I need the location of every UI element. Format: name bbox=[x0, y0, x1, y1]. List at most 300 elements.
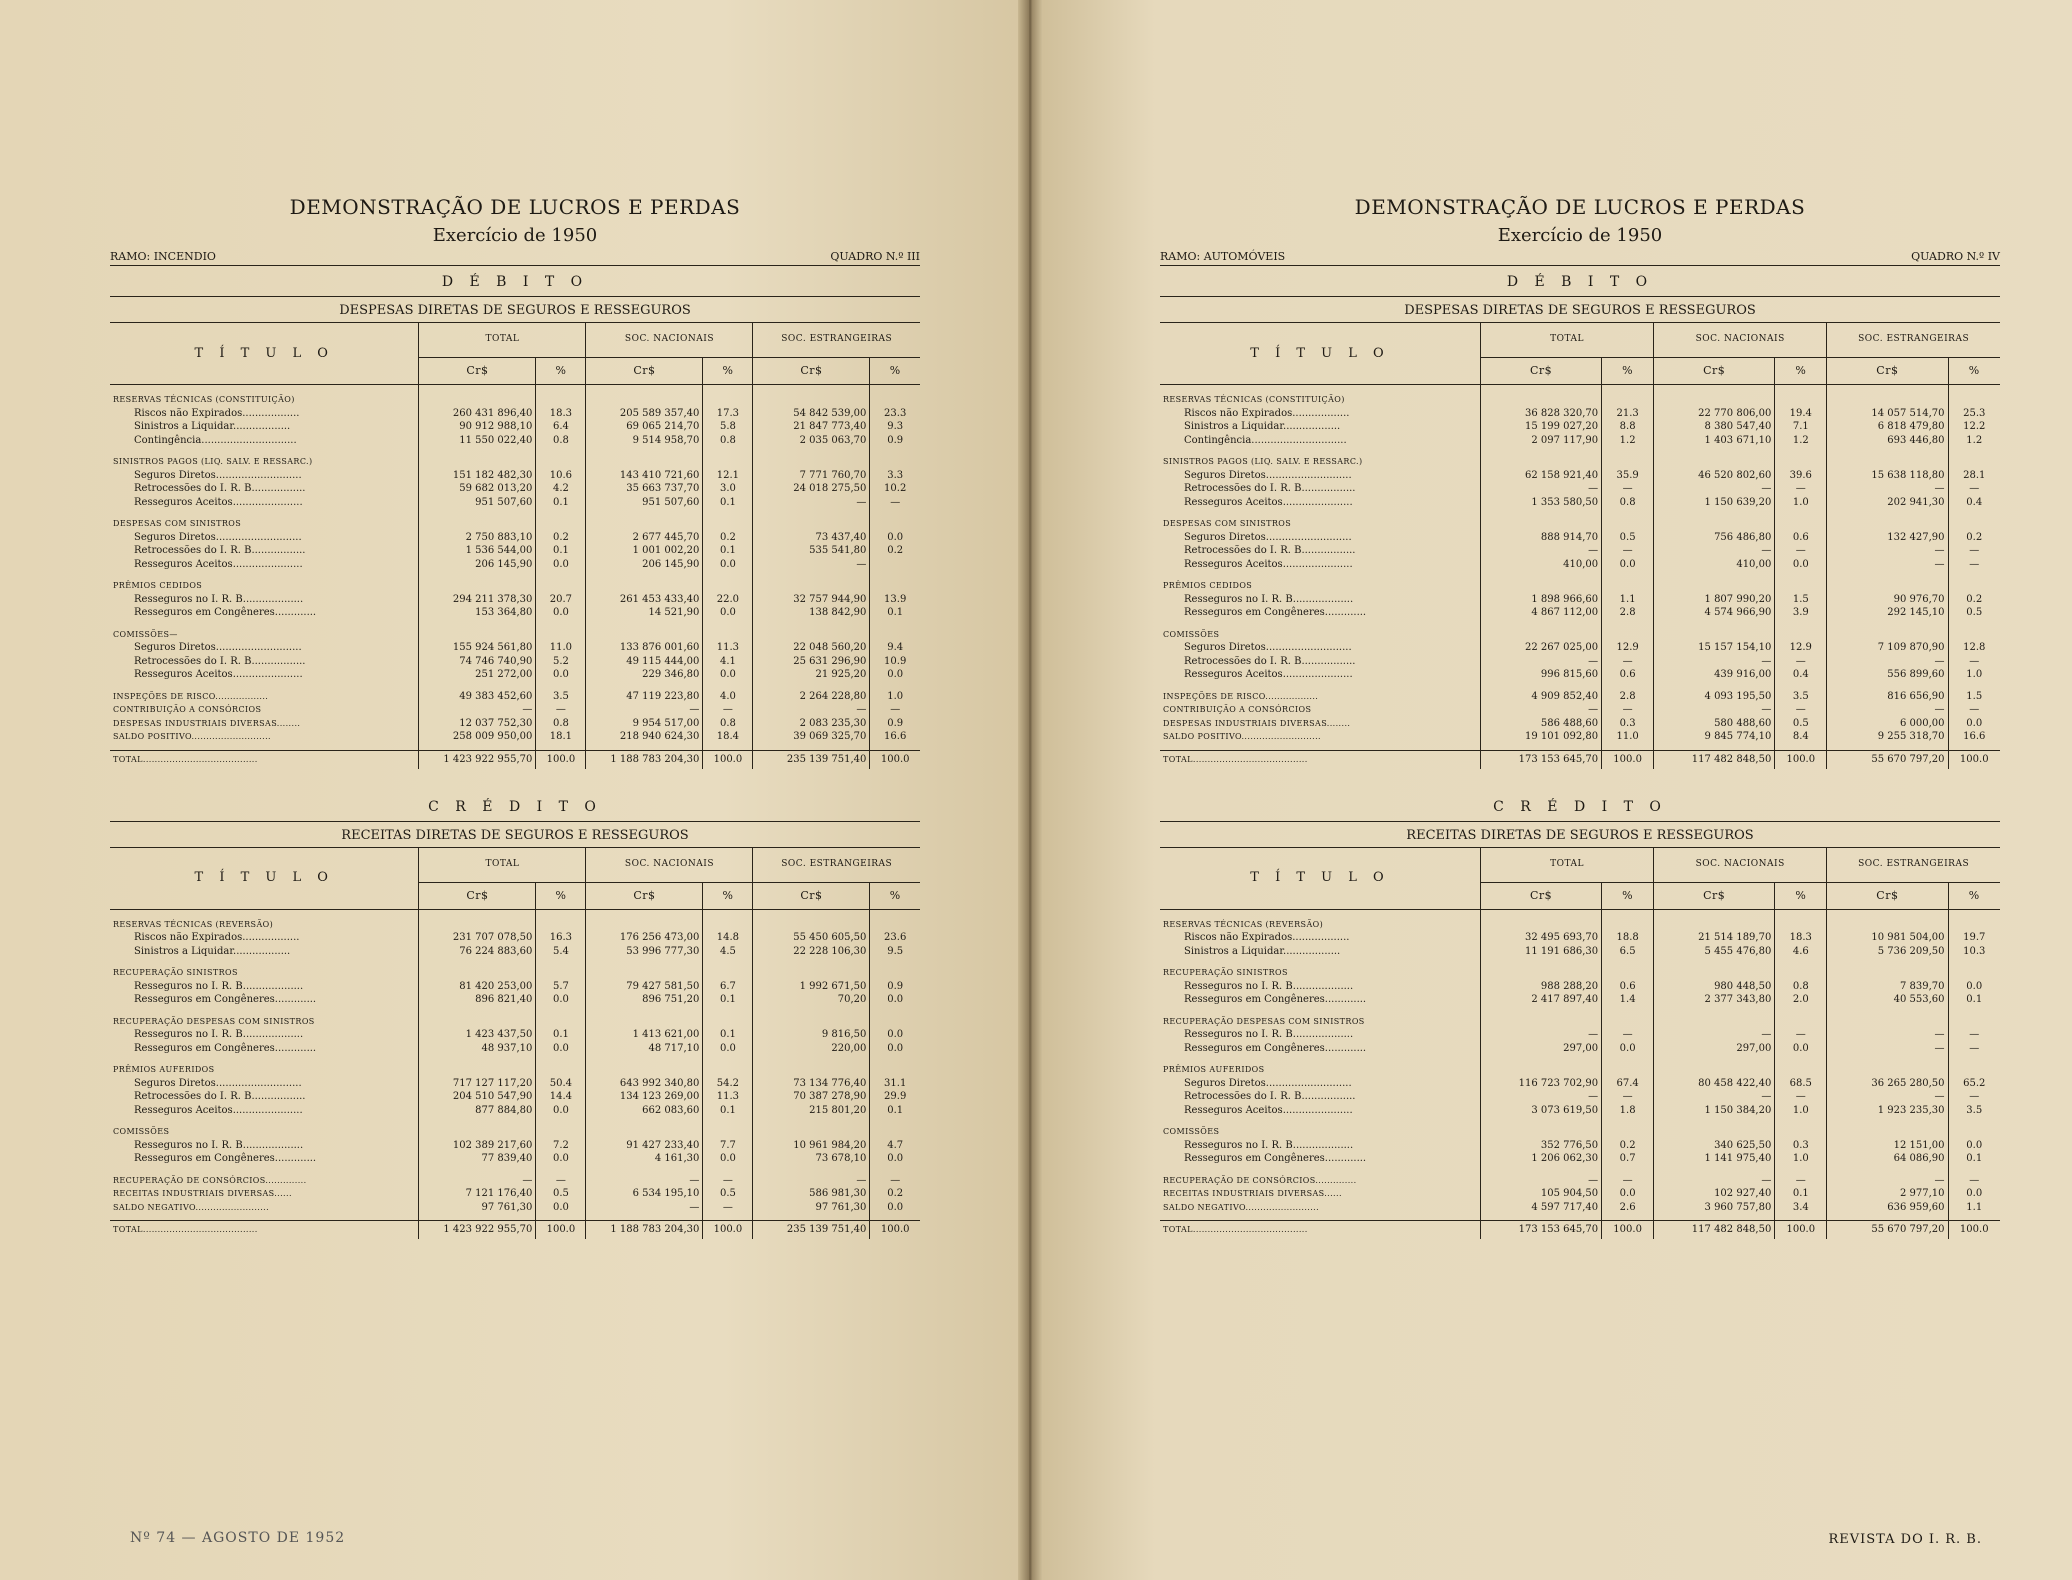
spacer-cell bbox=[753, 682, 870, 690]
percent-cell: 0.3 bbox=[1602, 717, 1654, 731]
percent-cell: — bbox=[536, 703, 586, 717]
spacer-cell bbox=[536, 682, 586, 690]
amount-cell bbox=[1654, 455, 1775, 469]
amount-cell: 4 867 112,00 bbox=[1480, 606, 1601, 620]
line-item-row bbox=[1160, 482, 2000, 496]
percent-cell: 0.1 bbox=[1948, 1152, 2000, 1166]
spacer-cell bbox=[1654, 447, 1775, 455]
percent-cell: 9.4 bbox=[870, 641, 920, 655]
spacer-cell bbox=[1160, 1166, 1480, 1174]
amount-cell: 229 346,80 bbox=[586, 668, 703, 682]
spacer-cell bbox=[1827, 620, 1948, 628]
percent-cell bbox=[703, 628, 753, 642]
percent-cell: 8.8 bbox=[1602, 420, 1654, 434]
spacer-cell bbox=[1827, 1166, 1948, 1174]
amount-cell: 7 109 870,90 bbox=[1827, 641, 1948, 655]
category-label: RECUPERAÇÃO DESPESAS COM SINISTROS bbox=[113, 1016, 315, 1026]
amount-cell: 352 776,50 bbox=[1480, 1139, 1601, 1153]
titulo-header: T Í T U L O bbox=[1160, 848, 1480, 910]
amount-cell bbox=[419, 1125, 536, 1139]
amount-cell bbox=[419, 1015, 536, 1029]
amount-cell: 69 065 214,70 bbox=[586, 420, 703, 434]
item-label: Contingência.............................. bbox=[134, 434, 297, 446]
percent-cell bbox=[1775, 385, 1827, 407]
percent-cell bbox=[1602, 1125, 1654, 1139]
percent-cell bbox=[1602, 385, 1654, 407]
item-label: Sinistros a Liquidar.................. bbox=[1184, 945, 1341, 957]
currency-unit-header: Cr$ bbox=[586, 882, 703, 909]
percent-cell: 0.0 bbox=[703, 1042, 753, 1056]
line-item-row bbox=[1160, 1028, 2000, 1042]
percent-cell: 0.0 bbox=[536, 993, 586, 1007]
percent-cell bbox=[536, 966, 586, 980]
amount-cell: — bbox=[753, 558, 870, 572]
amount-cell: — bbox=[1827, 703, 1948, 717]
amount-cell: 8 380 547,40 bbox=[1654, 420, 1775, 434]
line-item-row bbox=[1160, 993, 2000, 1007]
line-item-row bbox=[110, 1028, 920, 1042]
total-percent-cell: 100.0 bbox=[703, 750, 753, 769]
item-label: Retrocessões do I. R. B................. bbox=[134, 1091, 306, 1102]
percent-cell: 0.2 bbox=[1948, 593, 2000, 607]
spacer-cell bbox=[1602, 1007, 1654, 1015]
header-row bbox=[110, 250, 920, 266]
item-label: Riscos não Expirados.................. bbox=[134, 407, 300, 419]
category-row bbox=[1160, 1015, 2000, 1029]
percent-cell: 3.5 bbox=[1948, 1104, 2000, 1118]
amount-cell bbox=[586, 628, 703, 642]
item-label: Resseguros no I. R. B................... bbox=[134, 1139, 304, 1151]
category-label: PRÊMIOS AUFERIDOS bbox=[113, 1065, 215, 1074]
amount-cell: 134 123 269,00 bbox=[586, 1090, 703, 1104]
percent-cell bbox=[870, 1015, 920, 1029]
amount-cell: 22 770 806,00 bbox=[1654, 407, 1775, 421]
percent-cell: 1.0 bbox=[1775, 1152, 1827, 1166]
line-item-row bbox=[1160, 420, 2000, 434]
percent-cell: 0.0 bbox=[1602, 1187, 1654, 1201]
percent-cell: 4.1 bbox=[703, 655, 753, 669]
amount-cell: — bbox=[1654, 544, 1775, 558]
line-item-row bbox=[110, 531, 920, 545]
spacer-row bbox=[1160, 958, 2000, 966]
spacer-cell bbox=[1827, 958, 1948, 966]
spacer-cell bbox=[536, 1007, 586, 1015]
amount-cell: 9 845 774,10 bbox=[1654, 730, 1775, 750]
line-item-row bbox=[110, 668, 920, 682]
percent-cell: 1.1 bbox=[1602, 593, 1654, 607]
amount-cell: 12 151,00 bbox=[1827, 1139, 1948, 1153]
amount-cell: 260 431 896,40 bbox=[419, 407, 536, 421]
line-item-row bbox=[110, 931, 920, 945]
amount-cell: 535 541,80 bbox=[753, 544, 870, 558]
amount-cell: 586 488,60 bbox=[1480, 717, 1601, 731]
amount-cell bbox=[753, 628, 870, 642]
nacionais-header: SOC. NACIONAIS bbox=[586, 848, 753, 883]
spacer-cell bbox=[753, 509, 870, 517]
percent-cell bbox=[536, 628, 586, 642]
spacer-cell bbox=[703, 682, 753, 690]
amount-cell: 90 976,70 bbox=[1827, 593, 1948, 607]
category-label: PRÊMIOS CEDIDOS bbox=[1163, 581, 1253, 590]
category-row bbox=[110, 455, 920, 469]
amount-cell: 4 597 717,40 bbox=[1480, 1201, 1601, 1221]
percent-cell: 0.8 bbox=[1602, 496, 1654, 510]
percent-cell: — bbox=[1602, 482, 1654, 496]
spacer-cell bbox=[1775, 958, 1827, 966]
category-row bbox=[1160, 1063, 2000, 1077]
percent-cell: 0.5 bbox=[536, 1187, 586, 1201]
percent-cell bbox=[703, 455, 753, 469]
category-label: RECEITAS INDUSTRIAIS DIVERSAS...... bbox=[1163, 1189, 1342, 1198]
credito-section bbox=[110, 791, 920, 1240]
spacer-cell bbox=[536, 1055, 586, 1063]
total-percent-cell: 100.0 bbox=[1602, 1221, 1654, 1240]
percent-cell: 0.0 bbox=[1775, 558, 1827, 572]
percent-cell: 19.4 bbox=[1775, 407, 1827, 421]
section-subheading: RECEITAS DIRETAS DE SEGUROS E RESSEGUROS bbox=[1160, 822, 2000, 848]
page-subtitle: Exercício de 1950 bbox=[432, 225, 598, 246]
item-label: Resseguros em Congêneres............. bbox=[134, 607, 317, 618]
percent-cell: — bbox=[1775, 655, 1827, 669]
category-label: PRÊMIOS AUFERIDOS bbox=[1163, 1065, 1265, 1074]
amount-cell: 896 821,40 bbox=[419, 993, 536, 1007]
category-row bbox=[110, 517, 920, 531]
percent-cell: 0.2 bbox=[1602, 1139, 1654, 1153]
spacer-cell bbox=[1775, 1055, 1827, 1063]
percent-cell: 5.7 bbox=[536, 980, 586, 994]
spacer-cell bbox=[1480, 1055, 1601, 1063]
percent-cell: 5.2 bbox=[536, 655, 586, 669]
right-sheet bbox=[1160, 195, 2000, 1239]
item-label: Seguros Diretos........................... bbox=[134, 642, 302, 653]
amount-cell: 1 536 544,00 bbox=[419, 544, 536, 558]
percent-cell: 0.8 bbox=[703, 434, 753, 448]
spacer-cell bbox=[1480, 1117, 1601, 1125]
spacer-cell bbox=[419, 1117, 536, 1125]
spacer-cell bbox=[586, 1055, 703, 1063]
amount-cell: 97 761,30 bbox=[419, 1201, 536, 1221]
spacer-cell bbox=[1775, 571, 1827, 579]
percent-cell bbox=[1775, 455, 1827, 469]
quadro-label: QUADRO N.º III bbox=[830, 250, 920, 263]
item-label: Resseguros no I. R. B................... bbox=[134, 1029, 304, 1040]
amount-cell: — bbox=[1480, 1028, 1601, 1042]
spacer-cell bbox=[1654, 1117, 1775, 1125]
percent-cell: 0.0 bbox=[703, 558, 753, 572]
amount-cell: 81 420 253,00 bbox=[419, 980, 536, 994]
spacer-cell bbox=[1654, 682, 1775, 690]
category-row bbox=[110, 628, 920, 642]
percent-cell: 0.1 bbox=[536, 496, 586, 510]
category-row bbox=[1160, 1125, 2000, 1139]
line-item-row bbox=[110, 407, 920, 421]
spacer-cell bbox=[1160, 1055, 1480, 1063]
percent-cell: — bbox=[1602, 544, 1654, 558]
percent-cell bbox=[536, 909, 586, 931]
line-item-row bbox=[110, 420, 920, 434]
category-label: SINISTROS PAGOS (LIQ. SALV. E RESSARC.) bbox=[113, 457, 313, 466]
amount-cell: 40 553,60 bbox=[1827, 993, 1948, 1007]
currency-unit-header: Cr$ bbox=[586, 358, 703, 385]
category-row bbox=[1160, 690, 2000, 704]
line-item-row bbox=[110, 1152, 920, 1166]
line-item-row bbox=[1160, 434, 2000, 448]
titulo-header: T Í T U L O bbox=[110, 323, 419, 385]
line-item-row bbox=[1160, 1152, 2000, 1166]
line-item-row bbox=[1160, 945, 2000, 959]
percent-cell bbox=[1948, 1015, 2000, 1029]
percent-cell: 0.0 bbox=[870, 531, 920, 545]
amount-cell: — bbox=[1480, 1174, 1601, 1188]
spacer-cell bbox=[586, 447, 703, 455]
spacer-cell bbox=[1480, 1007, 1601, 1015]
category-row bbox=[110, 966, 920, 980]
item-label: Retrocessões do I. R. B................. bbox=[1184, 1091, 1356, 1102]
spacer-cell bbox=[1948, 958, 2000, 966]
percent-cell bbox=[870, 455, 920, 469]
amount-cell bbox=[1654, 909, 1775, 931]
amount-cell: — bbox=[1480, 1090, 1601, 1104]
spacer-cell bbox=[419, 1166, 536, 1174]
percent-cell: 54.2 bbox=[703, 1077, 753, 1091]
total-label: TOTAL....................................... bbox=[1160, 1221, 1480, 1240]
spacer-cell bbox=[753, 447, 870, 455]
amount-cell: 48 717,10 bbox=[586, 1042, 703, 1056]
amount-cell: 53 996 777,30 bbox=[586, 945, 703, 959]
spacer-cell bbox=[753, 571, 870, 579]
total-amount-cell: 117 482 848,50 bbox=[1654, 1221, 1775, 1240]
amount-cell: 21 847 773,40 bbox=[753, 420, 870, 434]
percent-cell: 14.4 bbox=[536, 1090, 586, 1104]
category-row bbox=[110, 1125, 920, 1139]
spacer-cell bbox=[870, 1117, 920, 1125]
line-item-row bbox=[1160, 558, 2000, 572]
amount-cell: 1 413 621,00 bbox=[586, 1028, 703, 1042]
spacer-row bbox=[1160, 1055, 2000, 1063]
spacer-cell bbox=[1827, 447, 1948, 455]
spacer-cell bbox=[110, 571, 419, 579]
percent-cell: 0.8 bbox=[703, 717, 753, 731]
currency-unit-header: Cr$ bbox=[1480, 882, 1601, 909]
amount-cell: 1 807 990,20 bbox=[1654, 593, 1775, 607]
percent-cell: 0.6 bbox=[1602, 980, 1654, 994]
amount-cell bbox=[1480, 517, 1601, 531]
spacer-cell bbox=[870, 447, 920, 455]
percent-cell bbox=[1948, 966, 2000, 980]
spacer-cell bbox=[1827, 571, 1948, 579]
amount-cell bbox=[753, 517, 870, 531]
amount-cell: 951 507,60 bbox=[586, 496, 703, 510]
line-item-row bbox=[110, 496, 920, 510]
group-header-row bbox=[1160, 848, 2000, 883]
item-label: Contingência.............................. bbox=[1184, 434, 1347, 446]
percent-cell: 0.0 bbox=[870, 1201, 920, 1221]
percent-cell bbox=[870, 1063, 920, 1077]
percent-cell: 0.0 bbox=[1775, 1042, 1827, 1056]
total-header: TOTAL bbox=[419, 848, 586, 883]
percent-cell: — bbox=[1602, 1174, 1654, 1188]
percent-cell bbox=[1602, 1063, 1654, 1077]
percent-unit-header: % bbox=[1775, 882, 1827, 909]
spacer-cell bbox=[1480, 571, 1601, 579]
estrangeiras-header: SOC. ESTRANGEIRAS bbox=[1827, 323, 2000, 358]
item-label: Resseguros em Congêneres............. bbox=[1184, 607, 1367, 618]
financial-table bbox=[110, 848, 920, 1240]
category-label: DESPESAS COM SINISTROS bbox=[1163, 519, 1292, 528]
quadro-label: QUADRO N.º IV bbox=[1911, 250, 2000, 263]
amount-cell bbox=[1654, 1125, 1775, 1139]
amount-cell bbox=[419, 579, 536, 593]
spacer-cell bbox=[1775, 682, 1827, 690]
line-item-row bbox=[110, 434, 920, 448]
percent-cell: 21.3 bbox=[1602, 407, 1654, 421]
spacer-cell bbox=[703, 620, 753, 628]
amount-cell: 49 115 444,00 bbox=[586, 655, 703, 669]
percent-cell: 1.2 bbox=[1948, 434, 2000, 448]
percent-cell: 7.2 bbox=[536, 1139, 586, 1153]
category-label: SALDO POSITIVO........................... bbox=[113, 732, 271, 741]
percent-cell bbox=[1775, 1063, 1827, 1077]
amount-cell: 15 157 154,10 bbox=[1654, 641, 1775, 655]
amount-cell bbox=[1827, 1015, 1948, 1029]
percent-cell: 0.4 bbox=[1775, 668, 1827, 682]
amount-cell: 888 914,70 bbox=[1480, 531, 1601, 545]
total-percent-cell: 100.0 bbox=[1602, 750, 1654, 769]
amount-cell bbox=[1480, 966, 1601, 980]
percent-cell bbox=[1775, 1015, 1827, 1029]
amount-cell: 261 453 433,40 bbox=[586, 593, 703, 607]
percent-cell: 0.2 bbox=[703, 531, 753, 545]
percent-cell: 0.1 bbox=[703, 1104, 753, 1118]
spacer-cell bbox=[110, 682, 419, 690]
amount-cell: — bbox=[753, 496, 870, 510]
category-label: RESERVAS TÉCNICAS (CONSTITUIÇÃO) bbox=[113, 395, 295, 404]
item-label: Resseguros no I. R. B................... bbox=[134, 980, 304, 992]
group-header-row bbox=[110, 323, 920, 358]
amount-cell: 1 150 384,20 bbox=[1654, 1104, 1775, 1118]
percent-cell: 18.3 bbox=[1775, 931, 1827, 945]
amount-cell: 580 488,60 bbox=[1654, 717, 1775, 731]
total-percent-cell: 100.0 bbox=[703, 1221, 753, 1240]
line-item-row bbox=[110, 1042, 920, 1056]
amount-cell: 102 389 217,60 bbox=[419, 1139, 536, 1153]
amount-cell: 46 520 802,60 bbox=[1654, 469, 1775, 483]
spacer-cell bbox=[870, 1055, 920, 1063]
line-item-row bbox=[110, 606, 920, 620]
amount-cell: — bbox=[419, 1174, 536, 1188]
percent-cell: — bbox=[1775, 703, 1827, 717]
percent-cell: 0.0 bbox=[536, 606, 586, 620]
spacer-cell bbox=[1775, 447, 1827, 455]
percent-cell: 18.4 bbox=[703, 730, 753, 750]
percent-cell: 14.8 bbox=[703, 931, 753, 945]
percent-cell: 4.6 bbox=[1775, 945, 1827, 959]
amount-cell: 340 625,50 bbox=[1654, 1139, 1775, 1153]
line-item-row bbox=[1160, 1104, 2000, 1118]
category-label: INSPEÇÕES DE RISCO.................. bbox=[1163, 691, 1319, 701]
percent-unit-header: % bbox=[703, 882, 753, 909]
amount-cell: 6 534 195,10 bbox=[586, 1187, 703, 1201]
percent-cell: 0.5 bbox=[1948, 606, 2000, 620]
spacer-row bbox=[110, 682, 920, 690]
spacer-cell bbox=[536, 571, 586, 579]
amount-cell: 10 961 984,20 bbox=[753, 1139, 870, 1153]
amount-cell: 2 377 343,80 bbox=[1654, 993, 1775, 1007]
percent-cell bbox=[703, 1063, 753, 1077]
amount-cell: 693 446,80 bbox=[1827, 434, 1948, 448]
item-label: Resseguros em Congêneres............. bbox=[1184, 994, 1367, 1005]
percent-cell: 0.1 bbox=[1948, 993, 2000, 1007]
percent-cell: — bbox=[870, 1174, 920, 1188]
spacer-cell bbox=[703, 1007, 753, 1015]
left-page bbox=[0, 0, 1030, 1580]
amount-cell: — bbox=[753, 1174, 870, 1188]
amount-cell: 4 909 852,40 bbox=[1480, 690, 1601, 704]
total-percent-cell: 100.0 bbox=[1948, 750, 2000, 769]
line-item-row bbox=[1160, 1042, 2000, 1056]
financial-table bbox=[1160, 848, 2000, 1240]
spacer-cell bbox=[753, 1166, 870, 1174]
amount-cell: 756 486,80 bbox=[1654, 531, 1775, 545]
percent-cell: 0.1 bbox=[703, 993, 753, 1007]
category-row bbox=[110, 1174, 920, 1188]
page-title: DEMONSTRAÇÃO DE LUCROS E PERDAS bbox=[289, 195, 741, 219]
amount-cell: 138 842,90 bbox=[753, 606, 870, 620]
amount-cell: 980 448,50 bbox=[1654, 980, 1775, 994]
percent-cell: 3.9 bbox=[1775, 606, 1827, 620]
category-label: PRÊMIOS CEDIDOS bbox=[113, 581, 203, 590]
spacer-cell bbox=[703, 1166, 753, 1174]
percent-cell: 0.2 bbox=[536, 531, 586, 545]
percent-cell bbox=[1775, 628, 1827, 642]
percent-cell: 0.0 bbox=[870, 1152, 920, 1166]
percent-cell: 1.2 bbox=[1775, 434, 1827, 448]
amount-cell: 19 101 092,80 bbox=[1480, 730, 1601, 750]
line-item-row bbox=[110, 945, 920, 959]
total-row bbox=[110, 750, 920, 769]
spacer-cell bbox=[419, 682, 536, 690]
amount-cell: 155 924 561,80 bbox=[419, 641, 536, 655]
percent-cell: 0.5 bbox=[1775, 717, 1827, 731]
percent-cell: 9.5 bbox=[870, 945, 920, 959]
spacer-row bbox=[110, 571, 920, 579]
percent-cell: 0.1 bbox=[536, 1028, 586, 1042]
amount-cell: 297,00 bbox=[1654, 1042, 1775, 1056]
amount-cell: 14 057 514,70 bbox=[1827, 407, 1948, 421]
percent-unit-header: % bbox=[1602, 358, 1654, 385]
total-header: TOTAL bbox=[419, 323, 586, 358]
percent-cell bbox=[1948, 517, 2000, 531]
amount-cell: 2 417 897,40 bbox=[1480, 993, 1601, 1007]
category-row bbox=[1160, 579, 2000, 593]
line-item-row bbox=[110, 544, 920, 558]
amount-cell: — bbox=[1480, 544, 1601, 558]
percent-cell: 0.5 bbox=[703, 1187, 753, 1201]
percent-cell: — bbox=[1775, 1174, 1827, 1188]
amount-cell: 102 927,40 bbox=[1654, 1187, 1775, 1201]
percent-cell: 1.5 bbox=[1775, 593, 1827, 607]
amount-cell: 132 427,90 bbox=[1827, 531, 1948, 545]
amount-cell: 80 458 422,40 bbox=[1654, 1077, 1775, 1091]
footer-journal: REVISTA DO I. R. B. bbox=[1828, 1532, 1982, 1547]
percent-cell: 0.1 bbox=[703, 1028, 753, 1042]
percent-cell: 0.0 bbox=[536, 668, 586, 682]
percent-cell bbox=[1948, 579, 2000, 593]
amount-cell: — bbox=[1654, 482, 1775, 496]
percent-unit-header: % bbox=[703, 358, 753, 385]
item-label: Retrocessões do I. R. B................. bbox=[134, 655, 306, 667]
total-amount-cell: 55 670 797,20 bbox=[1827, 1221, 1948, 1240]
